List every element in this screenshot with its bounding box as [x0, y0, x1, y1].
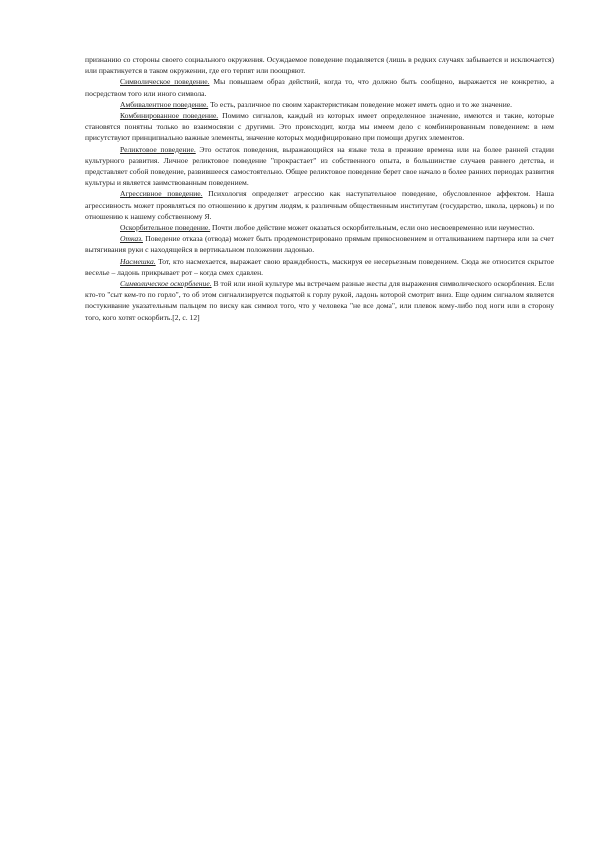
paragraph-relict-behavior: [85, 144, 554, 189]
paragraph-text: Это остаток поведения, выражающийся на языке тела в прежние времена или на более ранней стадии культурного развития. Личное реликтовое поведение "прокрастает" из собственного опыта, в большинстве случаев раннего детства, и представляет собой поведение, развившееся самостоятельно. Общее реликтовое поведение берет свое начало в более ранних периодах развития культуры и является заимствованным поведением.: [85, 144, 554, 188]
paragraph-text: Поведение отказа (отвода) может быть продемонстрировано прямым прикосновением и отталкиванием партнера или за счет вытягивания руки с находящейся в вертикальном положении ладонью.: [85, 234, 554, 255]
paragraph-text: Мы повышаем образ действий, когда то, что должно быть сообщено, выражается не конкретно, а посредством того или иного символа.: [85, 77, 554, 98]
paragraph-text: То есть, различное по своим характеристикам поведение может иметь одно и то же значение.: [208, 99, 513, 109]
term-heading: Символическое поведение.: [120, 77, 210, 87]
paragraph-text: В той или иной культуре мы встречаем разные жесты для выражения символического оскорбления. Если кто-то "сыт кем-то по горло", то об этом сигнализируется подъятой к горлу рукой, ладонь которой смотрит вниз. Еще одним сигналом является постукивание указательным пальцем по виску как символ того, что у человека "не все дома", или плевок кому-либо под ноги или в сторону того, кого хотят оскорбить.[2, с. 12]: [85, 279, 554, 322]
paragraph-text: Психология определяет агрессию как наступательное поведение, обусловленное аффектом. Наша агрессивность может проявляться по отношению к другим людям, к различным общественным институтам (государство, школа, церковь) и по отношению к нашему собственному Я.: [85, 189, 554, 221]
term-heading: Агрессивное поведение.: [120, 189, 203, 199]
paragraph-text: признанию со стороны своего социального окружения. Осуждаемое поведение подавляется (лишь в редких случаях забывается и исключается) или практикуется в таком окружении, где его терпят или поощряют.: [85, 55, 554, 76]
paragraph-aggressive-behavior: [85, 188, 554, 222]
paragraph-text: Тот, кто насмехается, выражает свою враждебность, маскируя ее несерьезным поведением. Сюда же относится скрытое веселье – ладонь прикрывает рот – когда смех сдавлен.: [85, 256, 554, 277]
paragraph-offensive-behavior: [85, 222, 554, 233]
paragraph-symbolic-behavior: [85, 76, 554, 98]
term-heading: Отказ.: [120, 234, 143, 244]
paragraph-symbolic-insult: [85, 278, 554, 323]
paragraph-text: Помимо сигналов, каждый из которых имеет определенное значение, имеются и такие, которые становятся понятны только во взаимосвязи с другими. Это происходит, когда мы имеем дело с комбинированным поведением: в нем присутствуют принципиально важные элементы, значение которых модифицировано при помощи других элементов.: [85, 111, 554, 143]
term-heading: Реликтовое поведение.: [120, 144, 196, 154]
paragraph-ambivalent-behavior: [85, 99, 554, 110]
term-heading: Амбивалентное поведение.: [120, 99, 209, 109]
paragraph-mockery: [85, 256, 554, 278]
body-text: [85, 54, 554, 323]
term-heading: Символическое оскорбление.: [120, 279, 212, 289]
term-heading: Комбинированное поведение.: [120, 111, 219, 121]
paragraph-refusal: [85, 233, 554, 255]
term-heading: Оскорбительное поведение.: [120, 223, 211, 233]
term-heading: Насмешка.: [120, 256, 156, 266]
paragraph-combined-behavior: [85, 110, 554, 144]
paragraph-intro-continuation: [85, 54, 554, 76]
paragraph-text: Почти любое действие может оказаться оскорбительным, если оно несвоевременно или неуместно.: [210, 223, 535, 233]
